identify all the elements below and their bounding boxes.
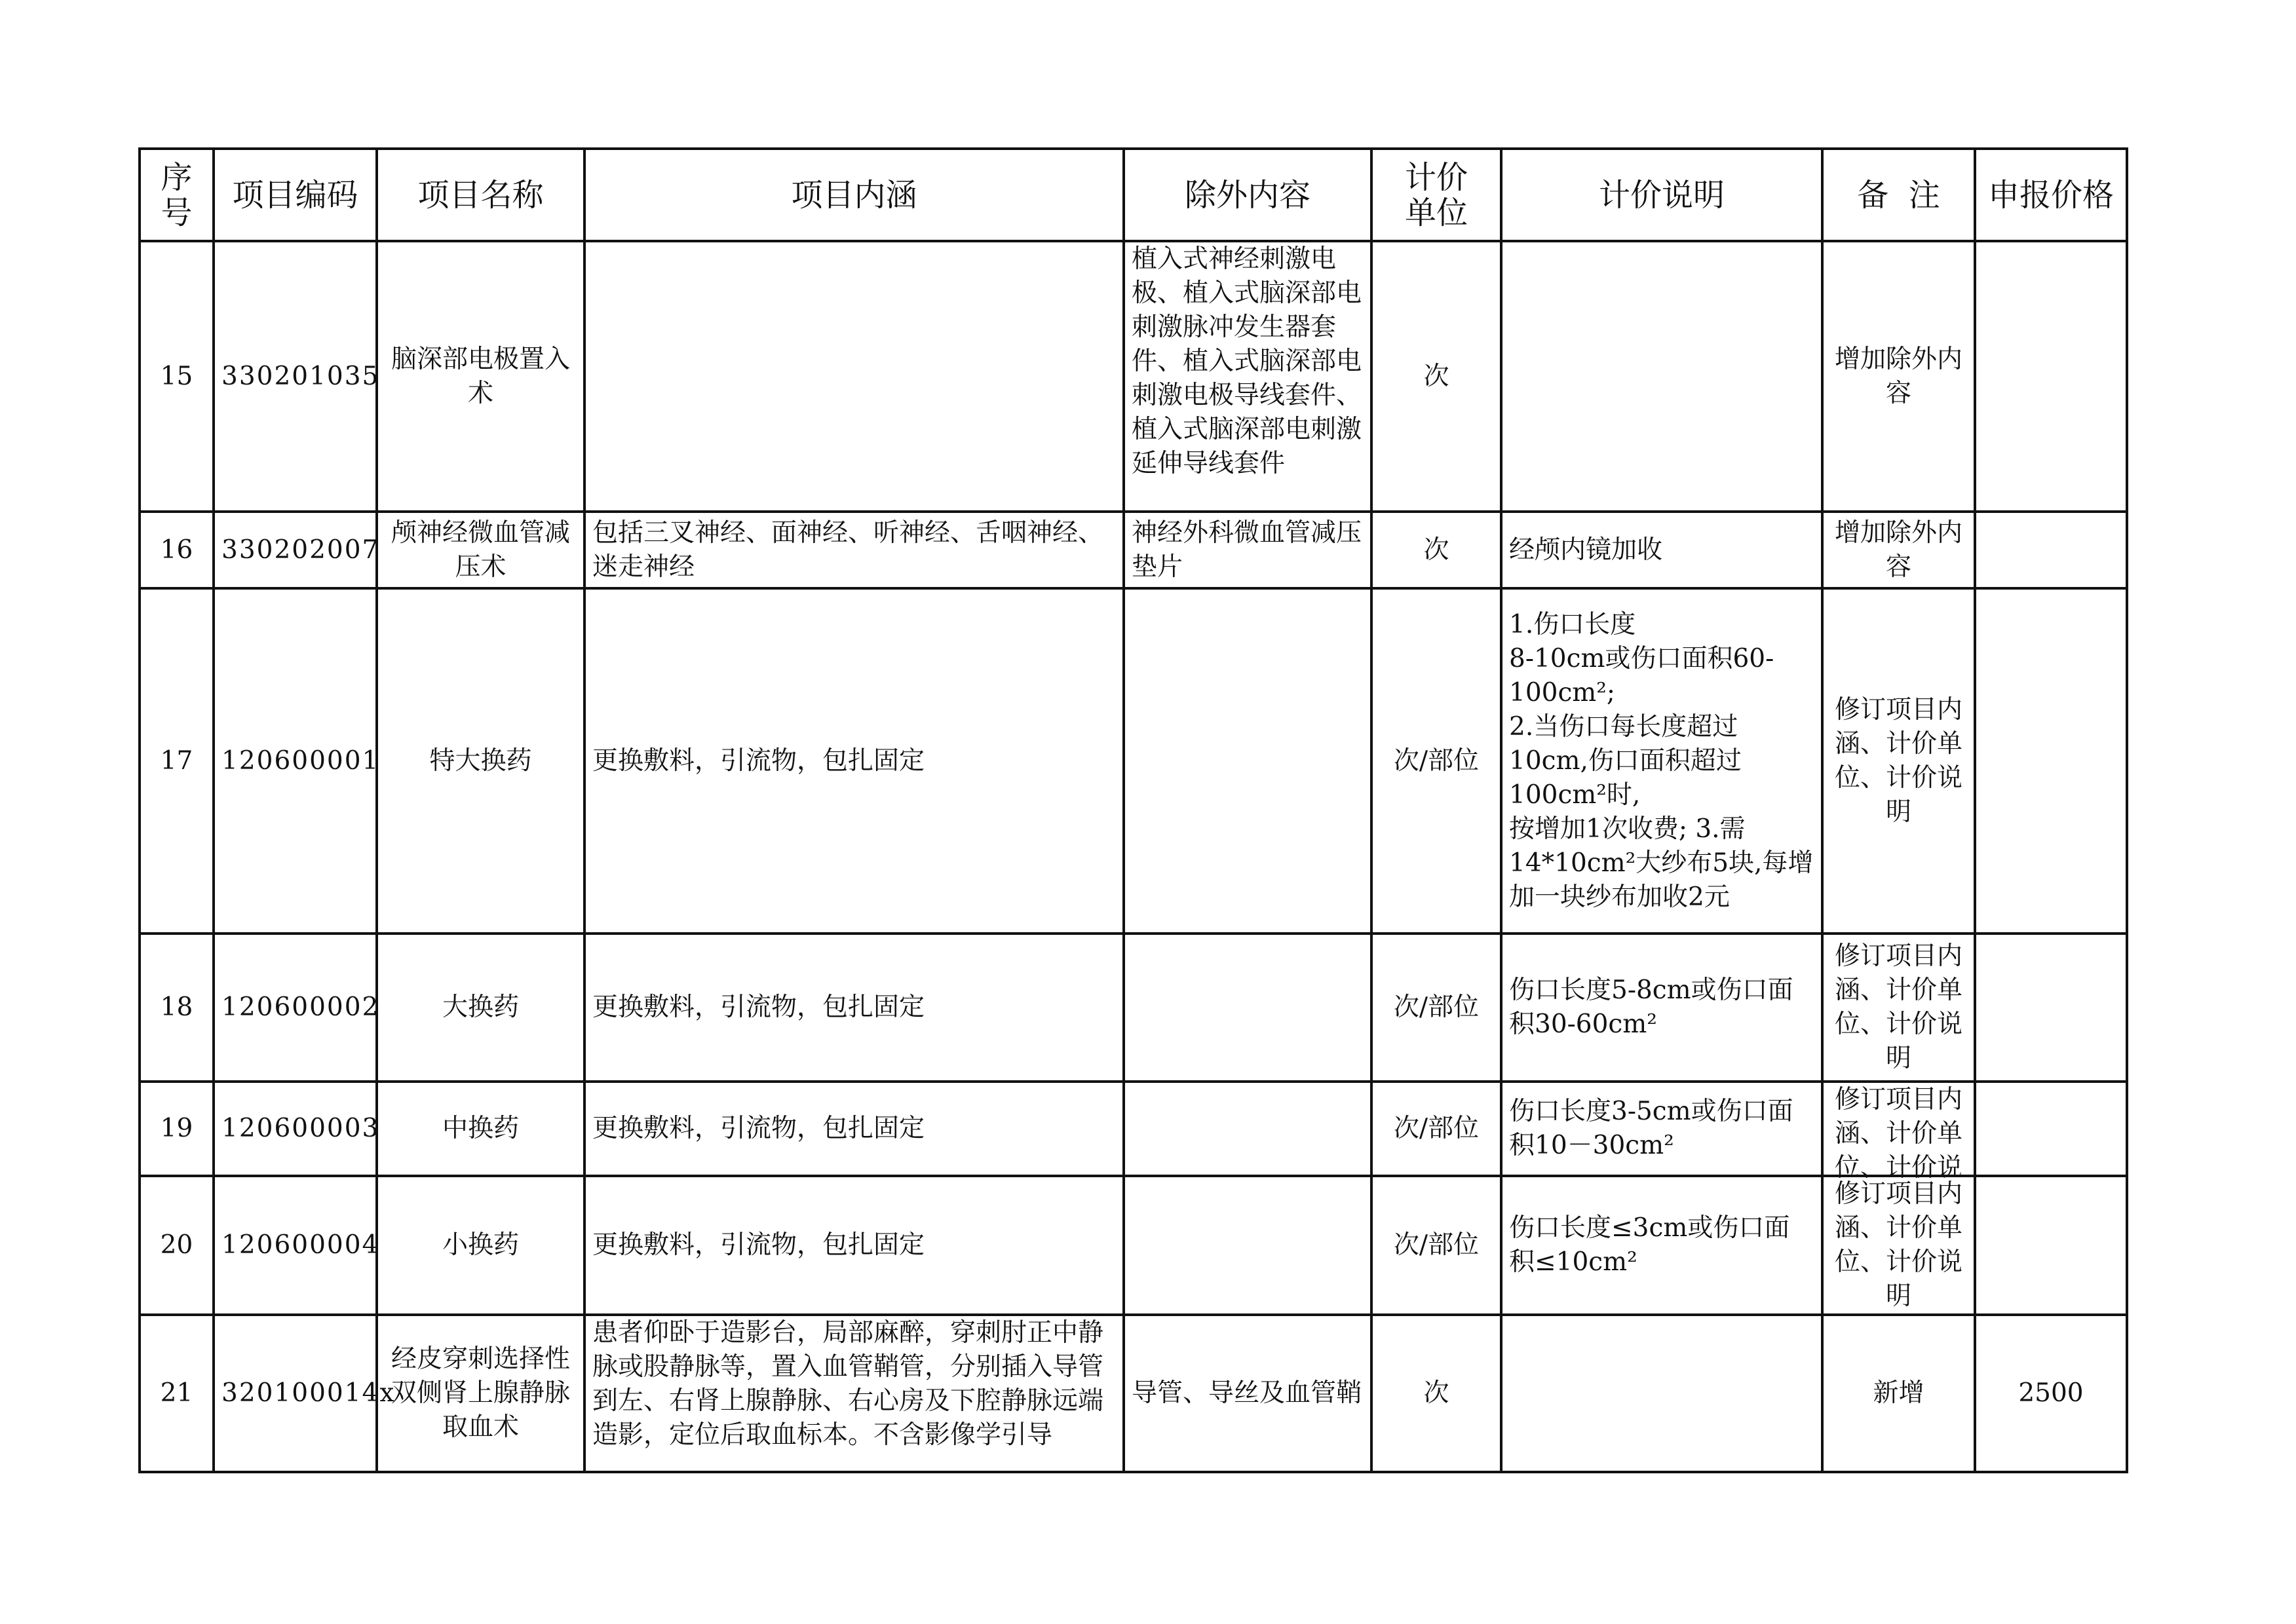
header-remark-label: 备 注 <box>1857 176 1940 214</box>
cell-name: 特大换药 <box>377 588 584 934</box>
cell-name: 经皮穿刺选择性双侧肾上腺静脉取血术 <box>377 1315 584 1472</box>
cell-exclude <box>1124 934 1371 1082</box>
cell-note-text: 1.伤口长度 8-10cm或伤口面积60-100cm²; 2.当伤口每长度超过10cm,伤口面积超过100cm²时, 按增加1次收费; 3.需14*10cm²大纱布5块,每增加一块纱布加收2元 <box>1509 609 1814 912</box>
cell-seq: 17 <box>140 588 214 934</box>
cell-code: 120600001 <box>214 588 377 934</box>
header-remark <box>1822 149 1975 241</box>
cell-remark: 增加除外内容 <box>1822 241 1975 512</box>
cell-price <box>1975 512 2127 588</box>
cell-price <box>1975 241 2127 512</box>
table-row <box>140 588 2127 934</box>
cell-unit: 次/部位 <box>1371 934 1501 1082</box>
cell-remark: 新增 <box>1822 1315 1975 1472</box>
header-content: 项目内涵 <box>584 149 1124 241</box>
cell-price <box>1975 1176 2127 1315</box>
cell-unit: 次/部位 <box>1371 1176 1501 1315</box>
cell-seq: 15 <box>140 241 214 512</box>
header-seq <box>140 149 214 241</box>
cell-seq: 20 <box>140 1176 214 1315</box>
cell-remark: 修订项目内涵、计价单位、计价说明 <box>1822 934 1975 1082</box>
cell-note <box>1501 241 1822 512</box>
cell-remark: 修订项目内涵、计价单位、计价说明 <box>1822 588 1975 934</box>
cell-note: 伤口长度5-8cm或伤口面积30-60cm² <box>1501 934 1822 1082</box>
cell-exclude: 植入式神经刺激电极、植入式脑深部电刺激脉冲发生器套件、植入式脑深部电刺激电极导线套件、植入式脑深部电刺激延伸导线套件 <box>1124 241 1371 512</box>
cell-exclude: 神经外科微血管减压垫片 <box>1124 512 1371 588</box>
cell-seq: 18 <box>140 934 214 1082</box>
cell-price <box>1975 934 2127 1082</box>
cell-remark-clip: 修订项目内涵、计价单位、计价说 <box>1834 1085 1962 1182</box>
header-seq-label: 序 号 <box>161 159 193 231</box>
cell-code: 320100014x <box>214 1315 377 1472</box>
cell-content: 更换敷料，引流物，包扎固定 <box>584 588 1124 934</box>
cell-unit: 次/部位 <box>1371 1082 1501 1176</box>
cell-name: 颅神经微血管减压术 <box>377 512 584 588</box>
header-note: 计价说明 <box>1501 149 1822 241</box>
header-unit <box>1371 149 1501 241</box>
table-row <box>140 241 2127 512</box>
cell-price <box>1975 1082 2127 1176</box>
cell-content: 更换敷料，引流物，包扎固定 <box>584 1082 1124 1176</box>
cell-code: 330201035 <box>214 241 377 512</box>
table-row <box>140 1082 2127 1176</box>
cell-content: 包括三叉神经、面神经、听神经、舌咽神经、迷走神经 <box>584 512 1124 588</box>
header-row <box>140 149 2127 241</box>
cell-name: 小换药 <box>377 1176 584 1315</box>
cell-code: 120600003 <box>214 1082 377 1176</box>
cell-exclude <box>1124 1082 1371 1176</box>
cell-note <box>1501 588 1822 934</box>
cell-remark: 修订项目内涵、计价单位、计价说明 <box>1822 1176 1975 1315</box>
cell-remark: 增加除外内容 <box>1822 512 1975 588</box>
pricing-table <box>138 147 2128 1473</box>
header-code: 项目编码 <box>214 149 377 241</box>
cell-note: 经颅内镜加收 <box>1501 512 1822 588</box>
table-row <box>140 512 2127 588</box>
cell-note <box>1501 1315 1822 1472</box>
cell-name: 脑深部电极置入术 <box>377 241 584 512</box>
cell-exclude: 导管、导丝及血管鞘 <box>1124 1315 1371 1472</box>
cell-seq: 21 <box>140 1315 214 1472</box>
header-exclude: 除外内容 <box>1124 149 1371 241</box>
cell-content-clip: 患者仰卧于造影台，局部麻醉，穿刺肘正中静脉或股静脉等，置入血管鞘管，分别插入导管到左、右肾上腺静脉、右心房及下腔静脉远端造影，定位后取血标本。不含影像学引导 <box>592 1318 1104 1450</box>
cell-code: 120600004 <box>214 1176 377 1315</box>
cell-seq: 16 <box>140 512 214 588</box>
cell-unit: 次/部位 <box>1371 588 1501 934</box>
cell-exclude <box>1124 1176 1371 1315</box>
cell-name: 大换药 <box>377 934 584 1082</box>
cell-seq: 19 <box>140 1082 214 1176</box>
cell-content: 更换敷料，引流物，包扎固定 <box>584 1176 1124 1315</box>
header-name: 项目名称 <box>377 149 584 241</box>
cell-unit: 次 <box>1371 241 1501 512</box>
cell-name: 中换药 <box>377 1082 584 1176</box>
cell-price <box>1975 588 2127 934</box>
cell-content <box>584 241 1124 512</box>
cell-remark <box>1822 1082 1975 1182</box>
cell-exclude <box>1124 588 1371 934</box>
cell-code: 120600002 <box>214 934 377 1082</box>
header-price: 申报价格 <box>1975 149 2127 241</box>
cell-price: 2500 <box>1975 1315 2127 1472</box>
cell-unit: 次 <box>1371 512 1501 588</box>
cell-unit: 次 <box>1371 1315 1501 1472</box>
header-unit-label: 计价 单位 <box>1404 159 1468 231</box>
table-row <box>140 1176 2127 1315</box>
table-row <box>140 934 2127 1082</box>
cell-content <box>584 1315 1124 1472</box>
cell-note: 伤口长度≤3cm或伤口面积≤10cm² <box>1501 1176 1822 1315</box>
cell-note: 伤口长度3-5cm或伤口面积10－30cm² <box>1501 1082 1822 1176</box>
cell-code: 330202007 <box>214 512 377 588</box>
table-row <box>140 1315 2127 1472</box>
cell-content: 更换敷料，引流物，包扎固定 <box>584 934 1124 1082</box>
